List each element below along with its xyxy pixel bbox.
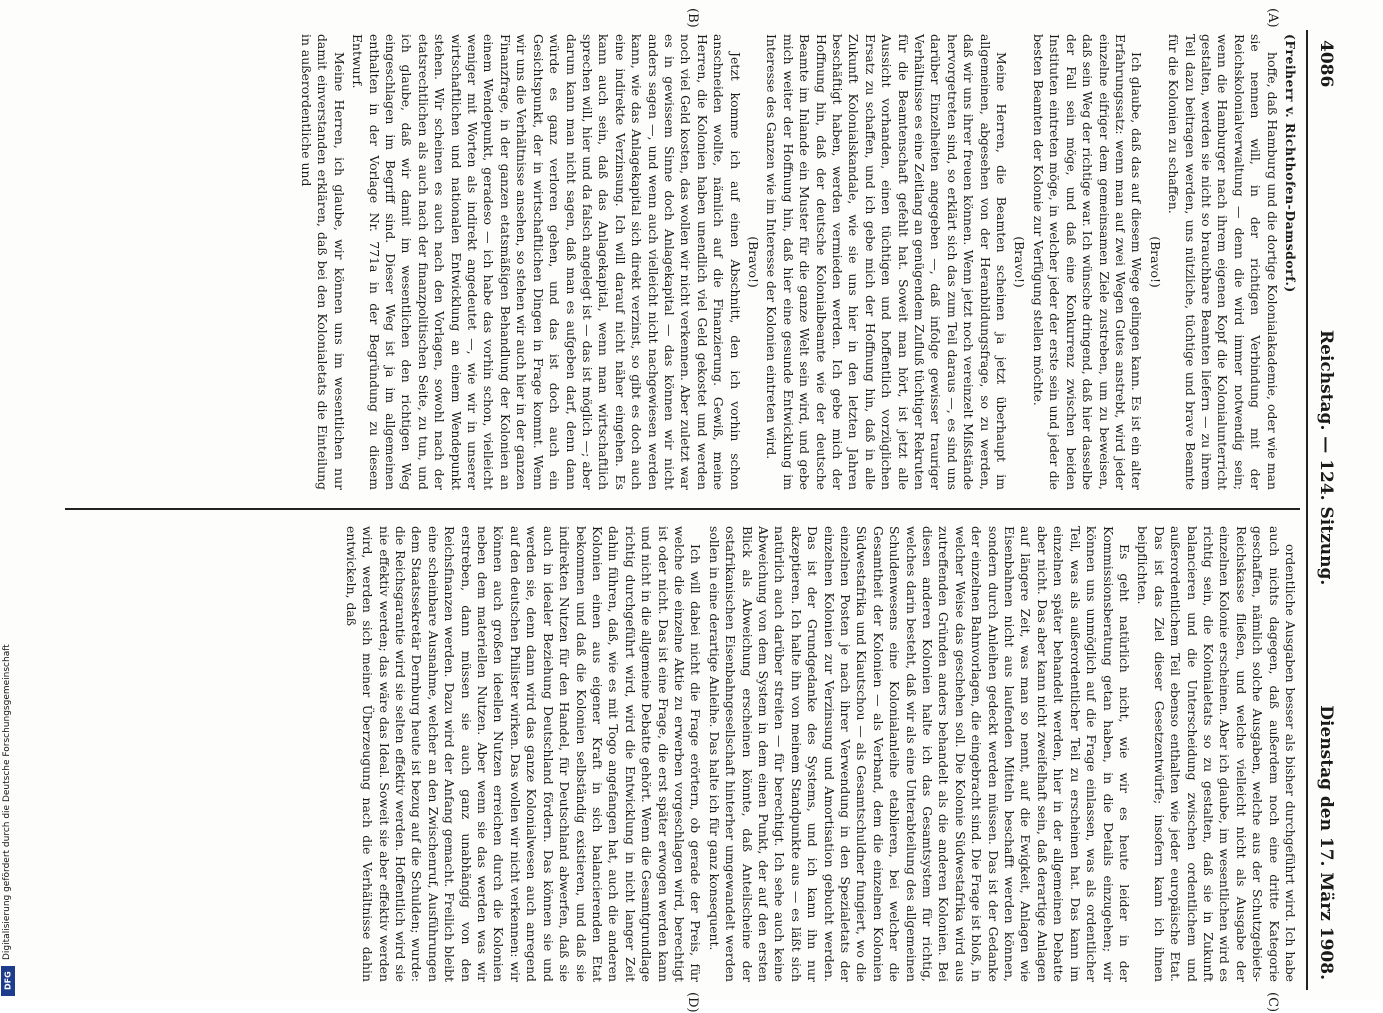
paragraph: Ich glaube, daß das auf diesem Wege gelingen kann. Es ist ein alter Erfahrungssatz: wenn man auf zwei Wegen Gutes anstrebt, wird jeder einzelne eifriger dem gemeinsamen Ziele zustreben, um zu beweisen, daß sein Weg der richtige war. Ich wünsche dringend, daß hier dasselbe der Fall sein möge, und daß eine Konkurrenz zwischen beiden Instituten eintreten möge, in welcher jeder der erste sein und jeder die besten Beamten der Kolonie zur Verfügung stellen möchte.: [1030, 34, 1145, 490]
paragraph: Ich will dabei nicht die Frage erörtern, ob gerade der Preis, für welche die einzelne Aktie zu erwerben vorgeschlagen wird, berechtigt ist oder nicht. Das ist eine Frage, die erst später erwogen werden kann und nicht in die allgemeine Debatte gehört. Wenn die Gesamtgrundlage richtig durchgeführt wird, wird die Entwicklung in nicht langer Zeit dahin führen, daß, wie es mit Togo angefangen hat, auch die anderen Kolonien einen aus eigener Kraft in sich balancierenden Etat bekommen und daß die Kolonien selbständig existieren, und daß sie indirekten Nutzen für den Handel, für Deutschland abwerfen, daß sie auch in idealer Beziehung Deutschland fördern. Das können sie und werden sie, denn dann wird das ganze Kolonialwesen auch anregend auf den deutschen Philister wirken. Das wollen wir nicht verkennen: wir können auch großen ideellen Nutzen erreichen durch die Kolonien neben dem materiellen Nutzen. Aber wenn sie das werden was wir erstreben, dann müssen sie auch ganz unabhängig von den Reichsfinanzen werden. Dazu wird der Anfang gemacht. Freilich bleibt eine scheinbare Ausnahme, welcher an den Zwischenruf, Ausführungen dem Staatssekretär Dernburg heute ist bezug auf die Schulden; wurde: die Reichsgarantie wird sie selten effektiv werden. Hoffentlich wird sie nie effektiv werden; das wäre das Ideal. Soweit sie aber effektiv werden wird, werden sich meiner Überzeugung nach die Verhältnisse dahin entwickeln, daß: [343, 526, 704, 982]
digitization-credit: Digitalisierung gefördert durch die Deutsche Forschungsgemeinschaft: [2, 644, 12, 960]
session-date: Dienstag den 17. März 1908.: [1316, 705, 1336, 980]
dfg-logo: DFG: [1, 966, 15, 996]
left-column: [68, 34, 1298, 490]
interjection: (Bravo!): [1147, 236, 1163, 288]
right-column: [68, 526, 1298, 982]
column-divider: [65, 508, 1300, 510]
interjection: (Bravo!): [1012, 236, 1028, 288]
paragraph: Es geht natürlich nicht, wie wir es heute leider in der Kommissionsberatung getan haben, in die Details einzugehen; wir können uns unmöglich auf die Frage einlassen, was als ordentlicher Teil, was als außerordentlicher Teil zu erscheinen hat. Das kann im einzelnen später behandelt werden, hier in der allgemeinen Debatte aber nicht. Das aber kann nicht zweifelhaft sein, daß derartige Anlagen auf längere Zeit, was man so nennt, auf die Ewigkeit, Anlagen wie Eisenbahnen nicht aus laufenden Mitteln beschafft werden können, sondern durch Anleihen gedeckt werden müssen. Das ist der Gedanke der einzelnen Bahnvorlagen, die eingebracht sind. Die Frage ist bloß, in welcher Weise das geschehen soll. Die Kolonie Südwestafrika wird aus zutreffenden Gründen anders behandelt als die anderen Kolonien. Bei diesen anderen Kolonien halte ich das Gesamtsystem für richtig, welches darin besteht, daß wir als eine Unterabteilung des allgemeinen Schuldenwesens eine Kolonialanleihe etablieren, bei welcher die Gesamtheit der Kolonien — als Verband, dem die einzelnen Kolonien Südwestafrika und Kiautschou — als Gesamtschuldner fungiert, wo die einzelnen Posten je nach ihrer Verwendung in den Spezialetats der einzelnen Kolonien zur Verzinsung und Amortisation gebucht werden. Das ist der Grundgedanke des Systems, und ich kann ihn nur akzeptieren. Ich halte ihn von meinem Standpunkte aus — es läßt sich natürlich auch darüber streiten — für berechtigt. Ich sehe auch keine Abweichung von dem System in dem einen Punkt, der auf den ersten Blick als Abweichung erscheinen könnte, daß Anteilscheine der ostafrikanischen Eisenbahngesellschaft hinterher umgewandelt werden sollen in eine derartige Anleihe. Das halte ich für ganz konsequent.: [706, 526, 1132, 982]
margin-marker-a: (A): [1265, 8, 1280, 28]
paragraph: hoffe, daß Hamburg und die dortige Kolonialakademie, oder wie man sie nennen will, in der richtigen Verbindung mit der Reichskolonialverwaltung — denn die wird immer notwendig sein; wenn die Hamburger nach ihrem eigenen Kopf die Kolonialunterricht gestalten, werden sie nicht so brauchbare Beamten liefern — zu ihrem Teil dazu beitragen werden, uns nützliche, tüchtige und brave Beamte für die Kolonien zu schaffen.: [1166, 34, 1280, 490]
paragraph: Jetzt komme ich auf einen Abschnitt, den ich vorhin schon anschneiden wollte, nämlich auf die Finanzierung. Gewiß, meine Herren, die Kolonien haben unendlich viel Geld gekostet und werden noch viel Geld kosten, das wollen wir nicht verkennen. Aber zuletzt war es in gewissem Sinne doch Anlagekapital — das können wir nicht anders sagen —, und wenn auch vielleicht nicht nachgewiesen werden kann, wie das Anlagekapital sich direkt verzinst, so gibt es doch auch eine indirekte Verzinsung. Ich will darauf nicht näher eingehen. Es kann auch sein, daß das Anlagekapital, wenn man wirtschaftlich sprechen will, hier und da falsch angelegt ist — das ist möglich —; aber darum kann man nicht sagen, daß man es aufgeben darf, denn dann würde es ganz verloren gehen, und das ist doch auch ein Gesichtspunkt, der in wirtschaftlichen Dingen in Frage kommt. Wenn wir uns die Verhältnisse ansehen, so stehen wir auch hier in der ganzen Finanzfrage, in der ganzen etatsmäßigen Behandlung der Kolonien an einem Wendepunkt, geradeso — ich habe das vorhin schon, vielleicht weniger mit Worten als indirekt angedeutet —, wie wir in unserer wirtschaftlichen und nationalen Entwicklung an einem Wendepunkt stehen. Wir scheinen es auch nach den Vorlagen, sowohl nach der etatsrechtlichen als auch nach der finanzpolitischen Seite, zu tun, und ich glaube, daß wir damit im wesentlichen den richtigen Weg eingeschlagen im Begriff sind. Dieser Weg ist ja im allgemeinen enthalten in der Vorlage Nr. 771a in der Begründung zu diesem Entwurf.: [350, 34, 743, 490]
page-header: [1310, 30, 1340, 990]
margin-marker-c: (C): [1265, 992, 1280, 1013]
page-number: 4086: [1316, 40, 1336, 88]
paragraph: ordentliche Ausgaben besser als bisher durchgeführt wird. Ich habe auch nichts dagegen, daß außerdem noch eine dritte Kategorie geschaffen, nämlich solche Ausgaben, welche aus der Schutzgebiets-Reichskasse fließen, und welche vielleicht nicht als Ausgabe der einzelnen Kolonie erscheinen. Aber ich glaube, im wesentlichen wird es richtig sein, die Kolonialetats so zu gestalten, daß sie in Zukunft balancieren und die Unterscheidung zwischen ordentlichem und außerordentlichem Teil ebenso enthalten wie jeder europäische Etat. Das ist das Ziel dieser Gesetzentwürfe; insofern kann ich ihnen beipflichten.: [1135, 526, 1298, 982]
interjection: (Bravo!): [746, 236, 761, 288]
margin-marker-b: (B): [685, 8, 700, 28]
header-rule: [1306, 30, 1308, 990]
paragraph: Meine Herren, die Beamten scheinen ja jetzt überhaupt im allgemeinen, abgesehen von der Heranbildungsfrage, so zu werden, daß wir uns ihrer freuen können. Wenn jetzt noch vereinzelt Mißstände hervorgetreten sind, so erklärt sich das zum Teil daraus —, es sind uns darüber Einzelheiten angegeben —, daß infolge gewisser trauriger Verhältnisse es eine Zeitlang an genügendem Zufluß tüchtiger Rekruten für die Beamtenschaft gefehlt hat. Soweit man hört, ist jetzt alle Aussicht vorhanden, einen tüchtigen und hoffentlich vorzüglichen Ersatz zu schaffen, und ich gebe mich der Hoffnung hin, daß in alle Zukunft Kolonialskandale, wie sie uns hier in den letzten Jahren beschäftigt haben, werden vermieden werden. Ich gebe mich der Hoffnung hin, daß der deutsche Kolonialbeamte wie der deutsche Beamte im Inlande ein Muster für die ganze Welt sein wird, und gebe mich weiter der Hoffnung hin, daß hier eine gesunde Entwicklung im Interesse des Ganzen wie im Interesse der Kolonien eintreten wird.: [764, 34, 1010, 490]
speaker-name: (Freiherr v. Richthofen-Damsdorf.): [1283, 34, 1298, 293]
paragraph: Meine Herren, ich glaube, wir können uns im wesentlichen nur damit einverstanden erklären, daß bei den Kolonialetats die Einteilung in außerordentliche und: [299, 34, 347, 490]
session-title: Reichstag. — 124. Sitzung.: [1316, 330, 1336, 586]
page-content: [40, 8, 1340, 1013]
margin-marker-d: (D): [685, 992, 700, 1013]
